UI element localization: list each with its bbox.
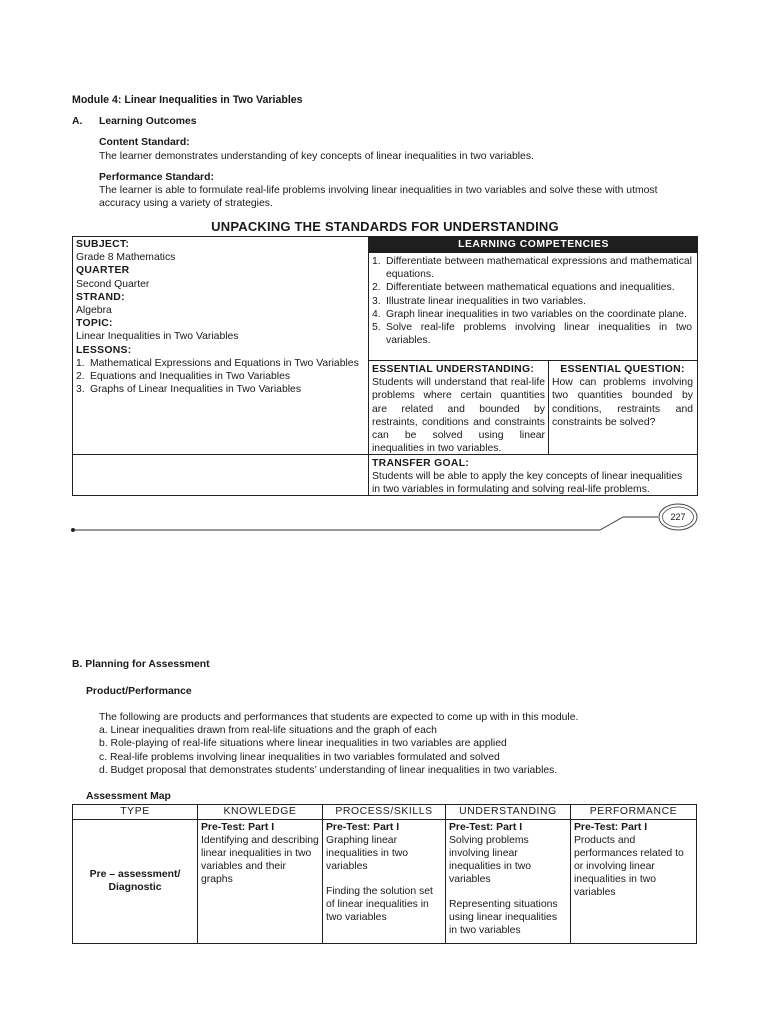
column-header: PROCESS/SKILLS bbox=[323, 805, 446, 820]
content-standard-text: The learner demonstrates understanding of key concepts of linear inequalities in two variables. bbox=[99, 151, 534, 162]
list-item: 5. Solve real-life problems involving linear inequalities in two variables. bbox=[372, 322, 692, 347]
standards-table bbox=[72, 236, 698, 496]
content-standard-label: Content Standard: bbox=[99, 137, 190, 148]
list-item: 3. Illustrate linear inequalities in two variables. bbox=[372, 295, 586, 307]
strand-label: STRAND: bbox=[76, 291, 125, 303]
table-divider bbox=[548, 361, 549, 454]
quarter-label: QUARTER bbox=[76, 265, 130, 277]
table-divider bbox=[368, 237, 369, 495]
table-divider bbox=[368, 360, 698, 361]
quarter-value: Second Quarter bbox=[76, 278, 150, 290]
assessment-map-table bbox=[72, 804, 697, 944]
list-item: 4. Graph linear inequalities in two variables on the coordinate plane. bbox=[372, 308, 687, 320]
performance-standard-label: Performance Standard: bbox=[99, 172, 214, 183]
list-item: a. Linear inequalities drawn from real-life situations and the graph of each bbox=[99, 725, 437, 736]
topic-label: TOPIC: bbox=[76, 318, 113, 330]
list-item: 1. Differentiate between mathematical expressions and mathematical equations. bbox=[372, 256, 692, 281]
cell-text: Finding the solution set of linear inequalities in two variables bbox=[326, 886, 433, 923]
learning-competencies-header: LEARNING COMPETENCIES bbox=[369, 237, 698, 253]
table-row bbox=[73, 820, 697, 944]
performance-standard-text: The learner is able to formulate real-life problems involving linear inequalities in two variables and solve these with utmost accuracy using a variety of strategies. bbox=[99, 185, 658, 209]
performance-cell bbox=[571, 820, 697, 944]
column-header: KNOWLEDGE bbox=[198, 805, 323, 820]
cell-text: Representing situations using linear inequalities in two variables bbox=[449, 899, 558, 936]
column-header: PERFORMANCE bbox=[571, 805, 697, 820]
essential-question-label: ESSENTIAL QUESTION: bbox=[560, 364, 685, 375]
column-header: UNDERSTANDING bbox=[446, 805, 571, 820]
section-a-letter: A. bbox=[72, 116, 83, 127]
transfer-goal-cell bbox=[372, 457, 693, 497]
assessment-map-label: Assessment Map bbox=[86, 791, 171, 802]
page-footer-line bbox=[70, 503, 710, 543]
list-item: 1. Mathematical Expressions and Equations in Two Variables bbox=[76, 357, 359, 369]
lessons-list bbox=[76, 357, 365, 397]
products-intro: The following are products and performances that students are expected to come up with in this module. bbox=[99, 712, 579, 723]
page-number: 227 bbox=[670, 512, 686, 522]
essential-question-cell bbox=[552, 363, 693, 429]
cell-title: Pre-Test: Part I bbox=[326, 822, 400, 833]
list-item: c. Real-life problems involving linear inequalities in two variables formulated and solved bbox=[99, 752, 500, 763]
list-item: d. Budget proposal that demonstrates students’ understanding of linear inequalities in two variables. bbox=[99, 765, 558, 776]
unpacking-heading: UNPACKING THE STANDARDS FOR UNDERSTANDING bbox=[211, 219, 559, 234]
list-item: 2. Differentiate between mathematical equations and inequalities. bbox=[372, 282, 675, 294]
cell-text: Graphing linear inequalities in two variables bbox=[326, 835, 409, 872]
table-header-row bbox=[73, 805, 697, 820]
subject-label: SUBJECT: bbox=[76, 239, 130, 250]
column-header: TYPE bbox=[73, 805, 198, 820]
understanding-cell bbox=[446, 820, 571, 944]
strand-value: Algebra bbox=[76, 305, 112, 317]
product-performance-label: Product/Performance bbox=[86, 686, 192, 697]
subject-value: Grade 8 Mathematics bbox=[76, 252, 176, 264]
topic-value: Linear Inequalities in Two Variables bbox=[76, 331, 239, 343]
cell-text: Products and performances related to or involving linear inequalities in two variables bbox=[574, 835, 684, 898]
transfer-goal-label: TRANSFER GOAL: bbox=[372, 458, 470, 469]
type-cell: Pre – assessment/ Diagnostic bbox=[73, 820, 198, 944]
list-item: 2. Equations and Inequalities in Two Variables bbox=[76, 371, 291, 383]
list-item: 3. Graphs of Linear Inequalities in Two Variables bbox=[76, 384, 302, 396]
essential-understanding-label: ESSENTIAL UNDERSTANDING: bbox=[372, 364, 535, 375]
cell-title: Pre-Test: Part I bbox=[449, 822, 523, 833]
transfer-goal-text: Students will be able to apply the key concepts of linear inequalities in two variables in formulating and solving real-life problems. bbox=[372, 471, 683, 496]
cell-title: Pre-Test: Part I bbox=[201, 822, 275, 833]
lessons-label: LESSONS: bbox=[76, 344, 132, 356]
essential-question-text: How can problems involving two quantities bounded by conditions, restraints and constraints be solved? bbox=[552, 377, 693, 428]
cell-title: Pre-Test: Part I bbox=[574, 822, 648, 833]
cell-text: Identifying and describing linear inequalities in two variables and their graphs bbox=[201, 835, 319, 885]
knowledge-cell bbox=[198, 820, 323, 944]
list-item: b. Role-playing of real-life situations where linear inequalities in two variables are applied bbox=[99, 738, 507, 749]
course-info-cell bbox=[76, 238, 365, 396]
section-a-title: Learning Outcomes bbox=[99, 116, 197, 127]
competencies-list bbox=[372, 255, 692, 347]
process-skills-cell bbox=[323, 820, 446, 944]
module-title: Module 4: Linear Inequalities in Two Variables bbox=[72, 94, 303, 106]
section-b-title: B. Planning for Assessment bbox=[72, 659, 210, 670]
essential-understanding-text: Students will understand that real-life problems where certain quantities are related and bounded by restraints, conditions and constraints can be solved using linear inequalities in two variables. bbox=[372, 377, 545, 455]
essential-understanding-cell bbox=[372, 363, 545, 455]
cell-text: Solving problems involving linear inequalities in two variables bbox=[449, 835, 532, 885]
